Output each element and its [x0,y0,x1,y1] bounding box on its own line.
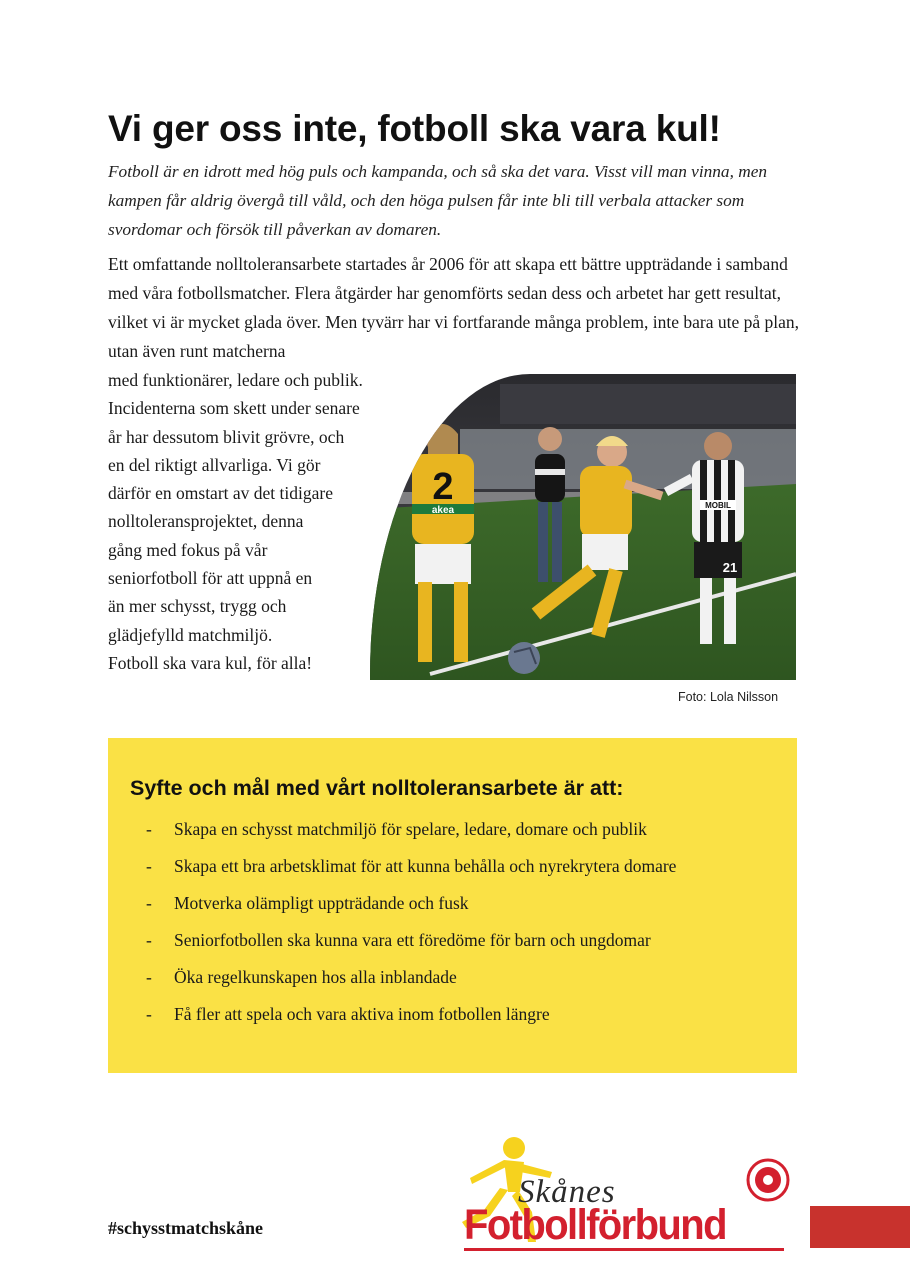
photo-caption: Foto: Lola Nilsson [678,690,779,704]
goal-text: Skapa en schysst matchmiljö för spelare, ledare, domare och publik [174,819,647,839]
goal-text: Öka regelkunskapen hos alla inblandade [174,967,457,987]
goal-text: Skapa ett bra arbetsklimat för att kunna behålla och nyrekrytera domare [174,856,677,876]
seal-icon [748,1160,788,1200]
skanes-fotbollforbund-logo [448,1132,803,1254]
body-line: därför en omstart av det tidigare [108,483,333,504]
body-line: nolltoleransprojektet, denna [108,511,304,532]
list-item [146,1001,676,1038]
list-item [146,890,676,927]
corner-accent-bar [810,1206,910,1248]
bullet-dash: - [146,819,152,839]
hashtag: #schysstmatchskåne [108,1218,264,1238]
bullet-dash: - [146,967,152,987]
list-item [146,816,676,853]
body-wrapped-text [108,366,363,677]
shirt-number: 21 [722,560,738,575]
list-item [146,853,676,890]
goal-text: Motverka olämpligt uppträdande och fusk [174,893,469,913]
bullet-dash: - [146,930,152,950]
body-line: glädjefylld matchmiljö. [108,624,273,645]
bullet-dash: - [146,893,152,913]
intro-paragraph: Fotboll är en idrott med hög puls och kampanda, och så ska det vara. Visst vill man vinna, men kampen får aldrig övergå till våld, och den höga pulsen får inte bli till verbala attacker som svordomar och försök till påverkan av domaren. [108,162,768,239]
shirt-sponsor: MOBIL [705,501,731,510]
page-title: Vi ger oss inte, fotboll ska vara kul! [108,108,721,149]
goal-text: Få fler att spela och vara aktiva inom fotbollen längre [174,1004,550,1024]
logo-script-text: Skånes [518,1174,616,1210]
body-line: seniorfotboll för att uppnå en [108,568,313,589]
list-item [146,964,676,1001]
body-line: än mer schysst, trygg och [108,596,287,617]
list-item [146,927,676,964]
shirt-sponsor: akea [431,505,455,516]
goal-text: Seniorfotbollen ska kunna vara ett föredöme för barn och ungdomar [174,930,651,950]
goals-list [146,816,676,1038]
football [508,642,540,674]
body-line: år har dessutom blivit grövre, och [108,426,345,447]
body-line: en del riktigt allvarliga. Vi gör [108,454,321,475]
match-photo [370,374,796,680]
body-line: med funktionärer, ledare och publik. [108,370,363,390]
bullet-dash: - [146,1004,152,1024]
body-line: Fotboll ska vara kul, för alla! [108,652,313,673]
goals-box [108,738,797,1073]
stand-roof [500,384,796,424]
body-line: gång med fokus på vår [108,539,268,560]
body-line: Incidenterna som skett under senare [108,398,360,419]
shirt-number: 2 [432,466,454,508]
goals-heading: Syfte och mål med vårt nolltoleransarbete är att: [130,776,624,800]
logo-wordmark: Fotbollförbund [464,1202,726,1249]
bullet-dash: - [146,856,152,876]
match-photo-illustration [370,374,796,680]
body-paragraph: Ett omfattande nolltoleransarbete startades år 2006 för att skapa ett bättre uppträdande i samband med våra fotbollsmatcher. Flera åtgärder har genomförts sedan dess och arbetet har gett resultat, vilket vi är mycket glada över. Men tyvärr har vi fortfarande många problem, inte bara ute på plan, utan även runt matcherna [108,254,799,361]
